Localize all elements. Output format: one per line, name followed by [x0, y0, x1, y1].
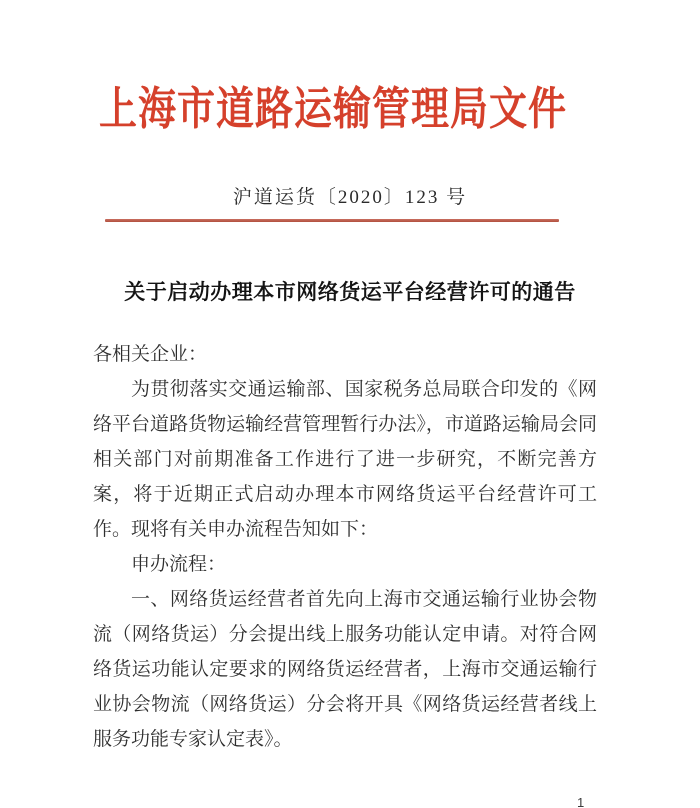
body-paragraph: 一、网络货运经营者首先向上海市交通运输行业协会物流（网络货运）分会提出线上服务功能认定申请。对符合网络货运功能认定要求的网络货运经营者，上海市交通运输行业协会物流（网络货运）分会将开具《网络货运经营者线上服务功能专家认定表》。: [93, 589, 597, 750]
footer-page-number: 1: [577, 795, 585, 808]
body-paragraph: 申办流程：: [131, 554, 227, 575]
salutation-line: 各相关企业：: [93, 344, 208, 365]
document-body: [93, 337, 597, 757]
agency-letterhead-title: 上海市道路运输管理局文件: [98, 84, 567, 135]
body-paragraph: 为贯彻落实交通运输部、国家税务总局联合印发的《网络平台道路货物运输经营管理暂行办法》，市道路运输局会同相关部门对前期准备工作进行了进一步研究，不断完善方案，将于近期正式启动办理本市网络货运平台经营许可工作。现将有关申办流程告知如下：: [93, 379, 597, 540]
red-divider-rule: [105, 219, 559, 222]
document-reference-number: 沪道运货〔2020〕123 号: [232, 187, 468, 208]
notice-title: 关于启动办理本市网络货运平台经营许可的通告: [124, 280, 576, 304]
